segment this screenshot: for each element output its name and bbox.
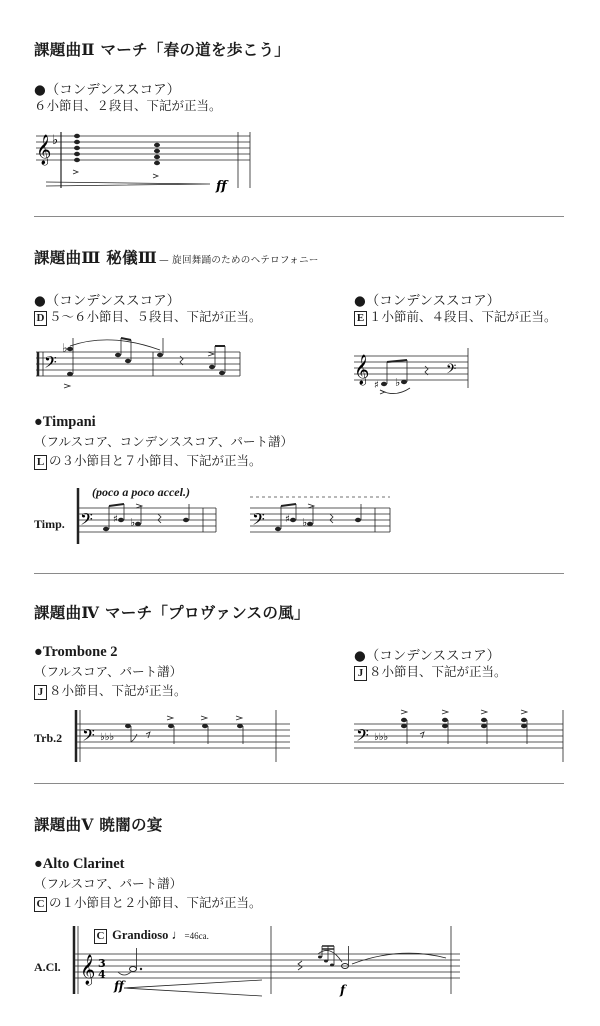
- block-note-text: の３小節目と７小節目、下記が正当。: [49, 453, 262, 468]
- svg-text:♭: ♭: [302, 516, 308, 529]
- music-excerpt-alto-clarinet: [0, 924, 600, 1004]
- quarter-note-icon: ♩: [171, 927, 185, 942]
- block-note: ６小節目、２段目、下記が正当。: [34, 98, 222, 113]
- block-heading: ●Alto Clarinet: [34, 856, 125, 872]
- section-3-title-main: 課題曲Ⅲ 秘儀Ⅲ: [34, 248, 158, 267]
- section-divider: [34, 783, 564, 784]
- music-excerpt-provence-condensed: [0, 706, 600, 776]
- music-excerpt-march-spring: [0, 128, 600, 198]
- svg-text:𝄞: 𝄞: [80, 955, 96, 985]
- svg-text:♭: ♭: [130, 516, 136, 529]
- svg-text:♭♭♭: ♭♭♭: [374, 732, 389, 743]
- tempo-value: =46ca.: [184, 931, 209, 941]
- section-divider: [34, 216, 564, 217]
- rehearsal-mark: E: [354, 311, 367, 326]
- section-4-title: 課題曲Ⅳ マーチ「プロヴァンスの風」: [34, 603, 310, 622]
- rehearsal-mark: C: [94, 929, 107, 944]
- svg-text:ff: ff: [114, 979, 124, 993]
- svg-text:𝄢: 𝄢: [356, 725, 369, 749]
- svg-text:♭♭♭: ♭♭♭: [100, 732, 115, 743]
- section-3-subtitle: — 旋回舞踊のためのヘテロフォニー: [159, 255, 319, 266]
- instrument-label: Trb.2: [34, 731, 63, 745]
- block-note: [34, 893, 262, 912]
- block-note-text: ８小節目、下記が正当。: [369, 664, 507, 679]
- svg-text:♭: ♭: [62, 341, 68, 355]
- music-excerpt-higi-E: [0, 338, 600, 398]
- block-heading: ●（コンデンススコア）: [34, 82, 181, 98]
- block-heading: ●Trombone 2: [34, 644, 118, 660]
- section-5-title: 課題曲Ⅴ 暁闇の宴: [34, 815, 163, 834]
- block-parts: （フルスコア、コンデンススコア、パート譜）: [34, 434, 294, 449]
- music-excerpt-timpani: [0, 484, 600, 554]
- block-note: [354, 662, 507, 681]
- block-heading: ●Timpani: [34, 414, 96, 430]
- svg-text:ff: ff: [216, 179, 227, 194]
- block-heading: ●（コンデンススコア）: [354, 293, 501, 309]
- instrument-label: A.Cl.: [34, 960, 61, 974]
- section-2-title: 課題曲Ⅱ マーチ「春の道を歩こう」: [34, 40, 291, 59]
- svg-text:𝄢: 𝄢: [80, 509, 93, 533]
- rehearsal-mark: C: [34, 897, 47, 912]
- svg-text:𝄢: 𝄢: [82, 725, 95, 749]
- block-note: [34, 681, 187, 700]
- rehearsal-mark: J: [354, 666, 367, 681]
- svg-text:4: 4: [98, 968, 106, 981]
- svg-text:♭: ♭: [395, 376, 401, 389]
- block-note-text: ８小節目、下記が正当。: [49, 683, 187, 698]
- svg-text:♯: ♯: [374, 380, 379, 391]
- block-note: [354, 307, 557, 326]
- block-note-text: ５～６小節目、５段目、下記が正当。: [49, 309, 262, 324]
- svg-text:𝄢: 𝄢: [446, 361, 457, 380]
- svg-text:3: 3: [98, 957, 106, 970]
- instrument-label: Timp.: [34, 517, 65, 531]
- block-parts: （フルスコア、パート譜）: [34, 876, 183, 891]
- svg-text:𝄞: 𝄞: [36, 135, 52, 165]
- block-note: [34, 307, 262, 326]
- block-note-text: の１小節目と２小節目、下記が正当。: [49, 895, 262, 910]
- block-parts: （フルスコア、パート譜）: [34, 664, 183, 679]
- svg-text:♯: ♯: [113, 514, 118, 525]
- rehearsal-mark: J: [34, 685, 47, 700]
- rehearsal-mark: L: [34, 455, 47, 470]
- block-note-text: １小節前、４段目、下記が正当。: [369, 309, 557, 324]
- svg-text:♭: ♭: [52, 133, 59, 148]
- block-heading: ●（コンデンススコア）: [34, 293, 181, 309]
- tempo-word: Grandioso: [112, 928, 169, 942]
- section-3-title: [34, 246, 319, 268]
- svg-text:𝄢: 𝄢: [44, 352, 57, 376]
- block-heading: ●（コンデンススコア）: [354, 648, 501, 664]
- svg-text:f: f: [340, 983, 346, 997]
- section-divider: [34, 573, 564, 574]
- svg-text:♯: ♯: [285, 514, 290, 525]
- rehearsal-mark: D: [34, 311, 47, 326]
- svg-text:𝄞: 𝄞: [354, 355, 370, 385]
- block-note: [34, 451, 262, 470]
- tempo-instruction: (poco a poco accel.): [92, 485, 190, 499]
- svg-text:𝄢: 𝄢: [252, 509, 265, 533]
